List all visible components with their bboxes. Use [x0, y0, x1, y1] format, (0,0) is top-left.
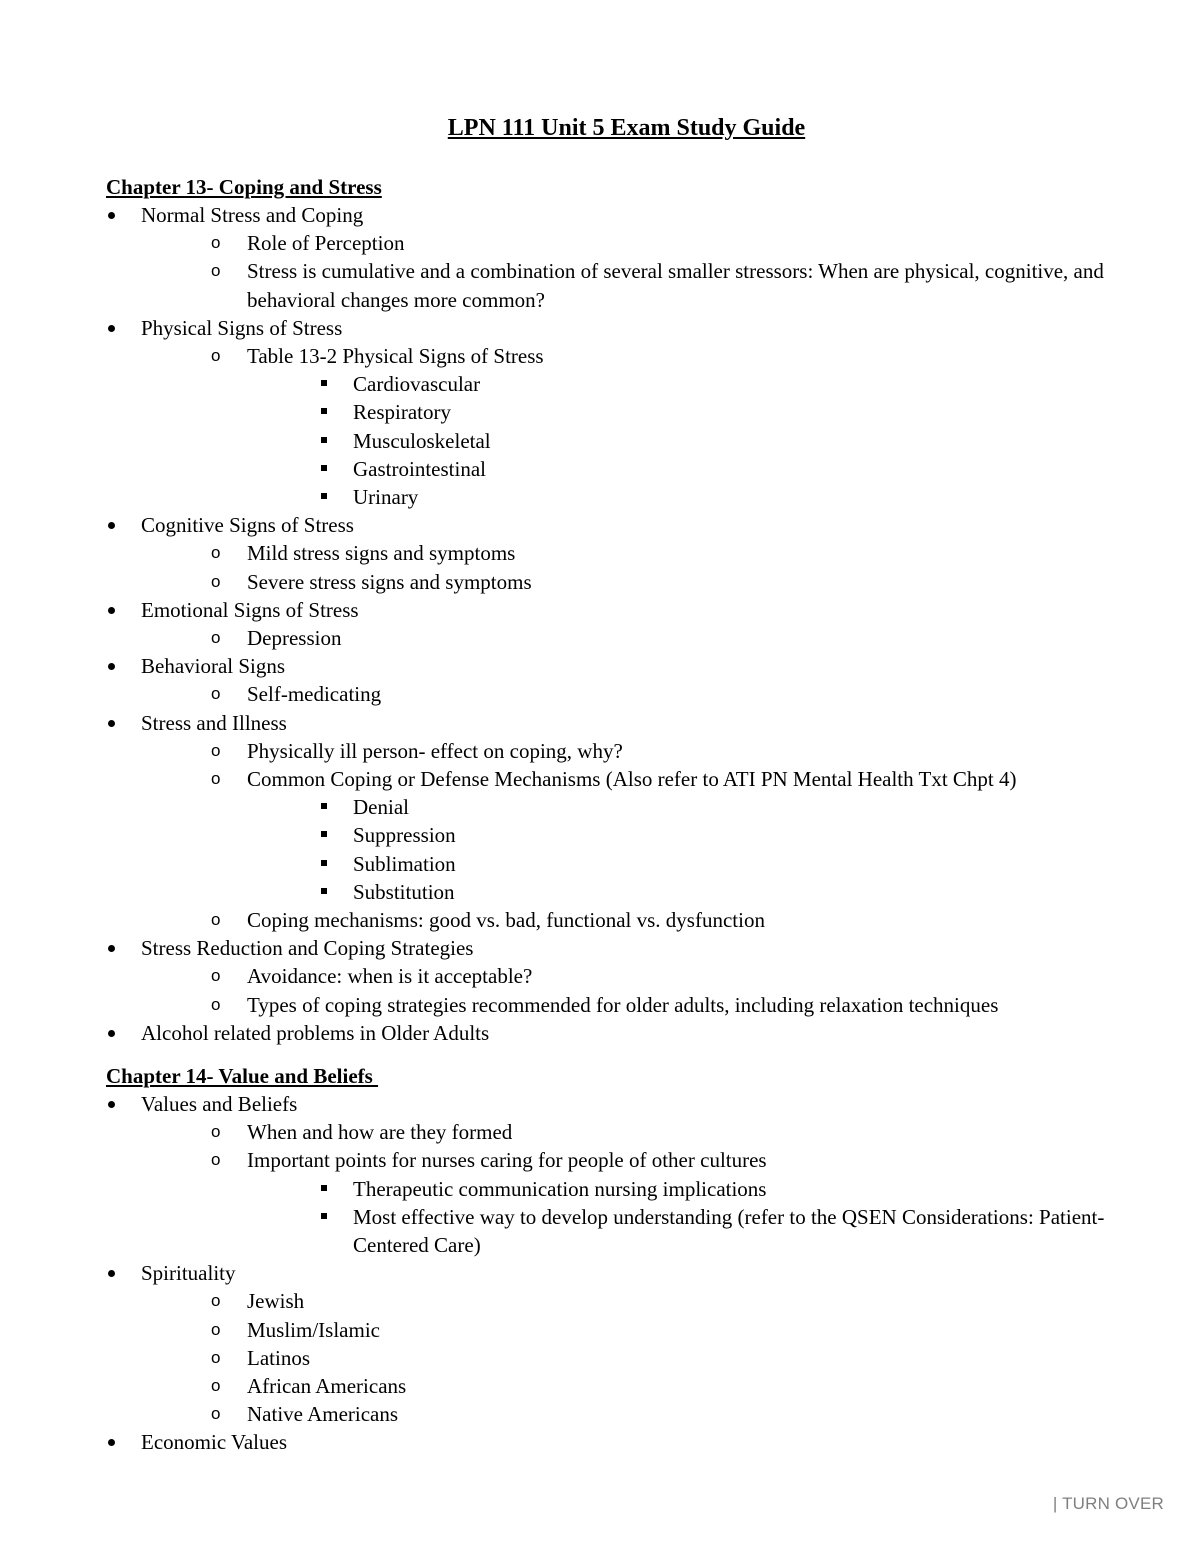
bullet-disc-icon — [106, 1428, 141, 1456]
list-item-text: Stress Reduction and Coping Strategies — [141, 936, 474, 961]
list-item-text: Alcohol related problems in Older Adults — [141, 1020, 490, 1045]
bullet-square-icon — [318, 455, 353, 483]
bullet-disc-icon — [106, 1019, 141, 1047]
nested-list — [211, 229, 1166, 314]
list-item — [211, 539, 1166, 567]
list-item — [211, 1344, 1166, 1372]
list-item-text: Normal Stress and Coping — [141, 203, 364, 227]
list-item — [211, 962, 1166, 990]
bullet-disc-icon — [106, 652, 141, 680]
bullet-square-icon — [318, 483, 353, 511]
nested-list — [211, 539, 1166, 595]
chapter-14-heading: Chapter 14- Value and Beliefs — [106, 1064, 379, 1088]
nested-list — [211, 342, 1166, 511]
list-item — [211, 624, 1166, 652]
bullet-disc-icon — [106, 1090, 141, 1118]
nested-list — [318, 1175, 1166, 1260]
list-item-text: Role of Perception — [247, 231, 405, 256]
bullet-square-icon — [318, 821, 353, 849]
list-item-text: Common Coping or Defense Mechanisms (Also refer to ATI PN Mental Health Txt Chpt 4) — [247, 767, 1017, 792]
bullet-square-icon — [318, 1203, 353, 1231]
list-item — [211, 1372, 1166, 1400]
list-item — [318, 427, 1166, 455]
list-item-text: Physical Signs of Stress — [141, 315, 343, 340]
nested-list — [211, 1118, 1166, 1259]
list-item — [318, 821, 1166, 849]
list-item — [318, 850, 1166, 878]
list-item — [211, 1316, 1166, 1344]
list-item-text: Substitution — [353, 879, 455, 904]
bullet-disc-icon — [106, 709, 141, 737]
list-item-text: Stress and Illness — [141, 710, 287, 735]
list-item — [318, 370, 1166, 398]
list-item — [106, 934, 1166, 1019]
list-item-text: Musculoskeletal — [353, 428, 491, 453]
list-item — [318, 793, 1166, 821]
bullet-circle-icon: o — [211, 966, 221, 986]
list-item-text: Gastrointestinal — [353, 456, 486, 481]
list-item — [211, 680, 1166, 708]
list-item — [106, 1259, 1166, 1428]
bullet-circle-icon: o — [211, 1347, 221, 1367]
list-item-text: When and how are they formed — [247, 1120, 513, 1145]
bullet-circle-icon: o — [211, 571, 221, 591]
list-item — [106, 1019, 1166, 1047]
list-item-text: Spirituality — [141, 1261, 236, 1286]
nested-list — [211, 962, 1166, 1018]
list-item-text: Emotional Signs of Stress — [141, 597, 359, 622]
list-item-text: Stress is cumulative and a combination of several smaller stressors: When are physical, cognitive, and behavioral changes more common? — [247, 259, 1104, 312]
list-item — [318, 1203, 1166, 1259]
nested-list — [318, 370, 1166, 511]
bullet-circle-icon: o — [211, 1291, 221, 1311]
list-item-text: Coping mechanisms: good vs. bad, functional vs. dysfunction — [247, 908, 765, 933]
list-item — [211, 737, 1166, 765]
bullet-square-icon — [318, 427, 353, 455]
bullet-circle-icon: o — [211, 769, 221, 789]
list-item — [211, 568, 1166, 596]
bullet-circle-icon: o — [211, 1150, 221, 1170]
list-item-text: Table 13-2 Physical Signs of Stress — [247, 344, 544, 369]
bullet-square-icon — [318, 1175, 353, 1203]
nested-list — [318, 793, 1166, 906]
list-item-text: Economic Values — [141, 1430, 287, 1455]
turn-over-footer: | TURN OVER — [1052, 1494, 1164, 1513]
chapter-14-section — [106, 1062, 1166, 1457]
chapter-13-list — [106, 201, 1166, 1047]
bullet-disc-icon — [106, 1259, 141, 1287]
list-item-text: Important points for nurses caring for people of other cultures — [247, 1148, 767, 1173]
bullet-square-icon — [318, 850, 353, 878]
list-item — [318, 455, 1166, 483]
list-item-text: African Americans — [247, 1374, 407, 1399]
bullet-disc-icon — [106, 201, 141, 229]
list-item — [211, 1400, 1166, 1428]
list-item-text: Types of coping strategies recommended for older adults, including relaxation techniques — [247, 992, 999, 1017]
list-item — [106, 709, 1166, 935]
bullet-circle-icon: o — [211, 1376, 221, 1396]
list-item — [211, 906, 1166, 934]
list-item — [106, 652, 1166, 708]
list-item-text: Mild stress signs and symptoms — [247, 541, 516, 566]
bullet-circle-icon: o — [211, 233, 221, 253]
bullet-square-icon — [318, 793, 353, 821]
nested-list — [211, 1287, 1166, 1428]
bullet-disc-icon — [106, 596, 141, 624]
bullet-circle-icon: o — [211, 910, 221, 930]
bullet-square-icon — [318, 398, 353, 426]
list-item-text: Depression — [247, 626, 342, 651]
bullet-square-icon — [318, 878, 353, 906]
list-item-text: Values and Beliefs — [141, 1092, 298, 1116]
bullet-disc-icon — [106, 934, 141, 962]
list-item-text: Severe stress signs and symptoms — [247, 569, 532, 594]
nested-list — [211, 624, 1166, 652]
list-item — [106, 1428, 1166, 1456]
list-item-text: Urinary — [353, 485, 419, 510]
list-item — [106, 1090, 1166, 1259]
list-item-text: Muslim/Islamic — [247, 1317, 380, 1342]
bullet-circle-icon: o — [211, 740, 221, 760]
bullet-circle-icon: o — [211, 346, 221, 366]
list-item — [106, 511, 1166, 596]
list-item-text: Most effective way to develop understanding (refer to the QSEN Considerations: Patient-Centered Care) — [353, 1204, 1105, 1258]
bullet-circle-icon: o — [211, 684, 221, 704]
list-item-text: Self-medicating — [247, 682, 382, 707]
list-item-text: Respiratory — [353, 400, 451, 425]
chapter-14-list — [106, 1090, 1166, 1457]
list-item — [211, 1287, 1166, 1315]
list-item — [318, 1175, 1166, 1203]
bullet-circle-icon: o — [211, 628, 221, 648]
list-item — [106, 201, 1166, 314]
list-item-text: Suppression — [353, 823, 456, 848]
list-item — [211, 257, 1166, 313]
bullet-disc-icon — [106, 511, 141, 539]
list-item-text: Avoidance: when is it acceptable? — [247, 964, 533, 989]
list-item — [211, 991, 1166, 1019]
document-title: LPN 111 Unit 5 Exam Study Guide — [447, 115, 806, 141]
list-item-text: Therapeutic communication nursing implications — [353, 1176, 767, 1201]
list-item-text: Cardiovascular — [353, 372, 481, 397]
list-item — [211, 765, 1166, 906]
list-item-text: Behavioral Signs — [141, 654, 286, 679]
list-item-text: Physically ill person- effect on coping, why? — [247, 738, 623, 763]
list-item — [318, 878, 1166, 906]
bullet-square-icon — [318, 370, 353, 398]
list-item-text: Cognitive Signs of Stress — [141, 513, 354, 538]
bullet-circle-icon: o — [211, 543, 221, 563]
list-item — [106, 596, 1166, 652]
list-item — [211, 342, 1166, 511]
list-item-text: Native Americans — [247, 1402, 399, 1427]
nested-list — [211, 680, 1166, 708]
bullet-circle-icon: o — [211, 261, 221, 281]
list-item-text: Jewish — [247, 1289, 305, 1314]
list-item — [211, 229, 1166, 257]
list-item-text: Denial — [353, 795, 409, 820]
list-item — [211, 1118, 1166, 1146]
bullet-circle-icon: o — [211, 1319, 221, 1339]
bullet-circle-icon: o — [211, 1404, 221, 1424]
chapter-13-heading: Chapter 13- Coping and Stress — [106, 175, 382, 199]
nested-list — [211, 737, 1166, 934]
bullet-disc-icon — [106, 314, 141, 342]
list-item — [318, 483, 1166, 511]
list-item-text: Sublimation — [353, 851, 456, 876]
list-item — [318, 398, 1166, 426]
bullet-circle-icon: o — [211, 1122, 221, 1142]
bullet-circle-icon: o — [211, 994, 221, 1014]
chapter-13-section — [106, 173, 1166, 1047]
list-item — [106, 314, 1166, 511]
list-item-text: Latinos — [247, 1345, 310, 1370]
list-item — [211, 1146, 1166, 1259]
